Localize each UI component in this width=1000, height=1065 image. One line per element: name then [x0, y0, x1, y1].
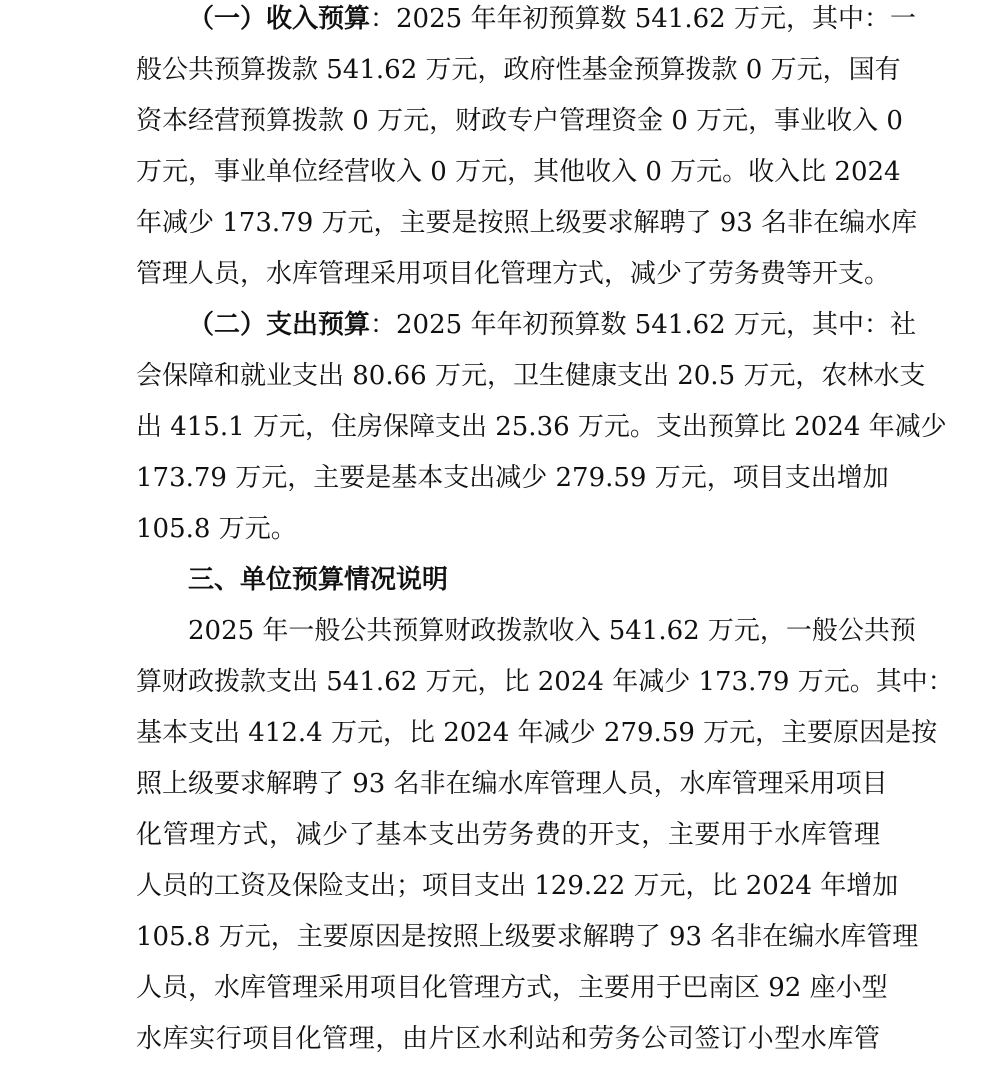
income-line-4: 万元，事业单位经营收入 0 万元，其他收入 0 万元。收入比 2024: [136, 157, 901, 187]
income-line-5: 年减少 173.79 万元，主要是按照上级要求解聘了 93 名非在编水库: [136, 208, 918, 238]
expense-line-4: 173.79 万元，主要是基本支出减少 279.59 万元，项目支出增加: [136, 463, 889, 493]
income-line-3: 资本经营预算拨款 0 万元，财政专户管理资金 0 万元，事业收入 0: [136, 106, 903, 136]
unit-line-5: 化管理方式，减少了基本支出劳务费的开支，主要用于水库管理: [136, 820, 880, 850]
expense-line-2: 会保障和就业支出 80.66 万元，卫生健康支出 20.5 万元，农林水支: [136, 361, 926, 391]
income-line-1-text: ：2025 年年初预算数 541.62 万元，其中：一: [370, 4, 916, 34]
unit-line-7: 105.8 万元，主要原因是按照上级要求解聘了 93 名非在编水库管理: [136, 922, 919, 952]
unit-line-1: 2025 年一般公共预算财政拨款收入 541.62 万元，一般公共预: [188, 616, 916, 646]
income-line-1: [136, 0, 916, 45]
expense-line-5: 105.8 万元。: [136, 514, 297, 544]
income-budget-paragraph: [136, 0, 918, 300]
expense-line-3: 出 415.1 万元，住房保障支出 25.36 万元。支出预算比 2024 年减少: [136, 412, 947, 442]
unit-line-3: 基本支出 412.4 万元，比 2024 年减少 279.59 万元，主要原因是按: [136, 718, 938, 748]
income-line-6: 管理人员，水库管理采用项目化管理方式，减少了劳务费等开支。: [136, 259, 891, 289]
expense-budget-paragraph: [136, 300, 947, 555]
document-body: [136, 0, 954, 1065]
unit-line-2: 算财政拨款支出 541.62 万元，比 2024 年减少 173.79 万元。其中：: [136, 667, 954, 697]
unit-line-9: 水库实行项目化管理，由片区水利站和劳务公司签订小型水库管: [136, 1024, 880, 1054]
unit-line-4: 照上级要求解聘了 93 名非在编水库管理人员，水库管理采用项目: [136, 769, 888, 799]
expense-budget-label: （二）支出预算: [188, 310, 371, 340]
section-heading: 三、单位预算情况说明: [188, 565, 449, 595]
unit-budget-paragraph: [136, 606, 954, 1065]
expense-line-1: [136, 300, 916, 351]
unit-line-6: 人员的工资及保险支出；项目支出 129.22 万元，比 2024 年增加: [136, 871, 899, 901]
unit-line-8: 人员，水库管理采用项目化管理方式，主要用于巴南区 92 座小型: [136, 973, 888, 1003]
expense-line-1-text: ：2025 年年初预算数 541.62 万元，其中：社: [370, 310, 916, 340]
income-budget-label: （一）收入预算: [188, 4, 371, 34]
income-line-2: 般公共预算拨款 541.62 万元，政府性基金预算拨款 0 万元，国有: [136, 55, 901, 85]
